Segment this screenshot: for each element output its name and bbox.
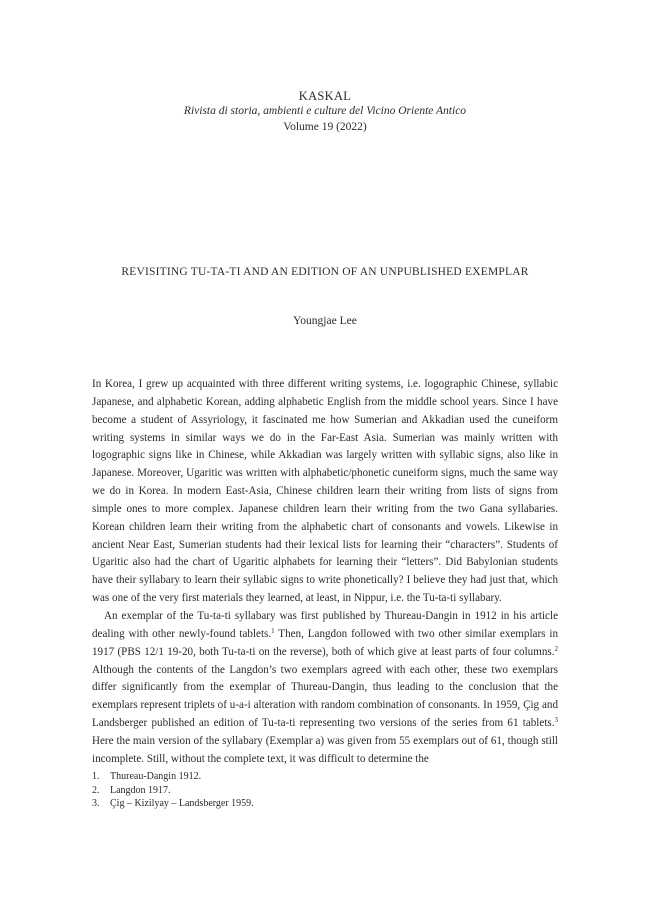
paragraph-1: In Korea, I grew up acquainted with three different writing systems, i.e. logographic Chinese, syllabic Japanese, and alphabetic Korean, adding alphabetic English from the middle school years. Since I have become a student of Assyriology, it fascinated me how Sumerian and Akkadian used the cuneiform writing systems in similar ways we do in the Far-East Asia. Sumerian was mainly written with logographic signs like in Chinese, while Akkadian was largely written with syllabic signs, also like in Japanese. Moreover, Ugaritic was written with alphabetic/phonetic cuneiform signs, much the same way we do in Korea. In modern East-Asia, Chinese children learn their writing from lists of signs from simple ones to more complex. Japanese children learn their writing from the two Gana syllabaries. Korean children learn their writing from the alphabetic chart of consonants and vowels. Likewise in ancient Near East, Sumerian students had their lexical lists for learning their “characters”. Students of Ugaritic also had the chart of Ugaritic alphabets for learning their “letters”. Did Babylonian students have their syllabary to learn their syllabic signs to write phonetically? I believe they had just that, which was one of the very first materials they learned, at least, in Nippur, i.e. the Tu-ta-ti syllabary.: [92, 378, 558, 605]
paragraph-2-text-c: Although the contents of the Langdon’s two exemplars agreed with each other, these two exemplars differ significantly from the exemplar of Thureau-Dangin, thus leading to the conclusion that the exemplars represent triplets of u-a-i alteration with random combination of consonants. In 1959, Çig and Landsberger published an edition of Tu-ta-ti representing two versions of the series from 61 tablets.: [92, 663, 558, 730]
footnotes: [92, 770, 558, 811]
journal-volume: Volume 19 (2022): [283, 121, 367, 133]
journal-subtitle: Rivista di storia, ambienti e culture del Vicino Oriente Antico: [183, 105, 467, 117]
footnote-text: Thureau-Dangin 1912.: [110, 771, 202, 782]
footnote-ref-3[interactable]: 3: [554, 716, 558, 725]
paragraph-2: [92, 608, 558, 769]
footnote-number: 1.: [92, 771, 100, 782]
article-author: Youngjae Lee: [293, 315, 357, 327]
footnote-ref-1[interactable]: 1: [271, 626, 275, 635]
footnote-1: [92, 770, 558, 784]
paragraph-2-text-b: Then, Langdon followed with two other similar exemplars in 1917 (PBS 12/1 19-20, both Tu-ta-ti on the reverse), both of which give at least parts of four columns.: [92, 627, 558, 658]
footnote-number: 2.: [92, 784, 100, 796]
article-title: REVISITING TU-TA-TI AND AN EDITION OF AN UNPUBLISHED EXEMPLAR: [121, 266, 529, 278]
article-body: [92, 376, 558, 769]
paragraph-2-text-a: An exemplar of the Tu-ta-ti syllabary was first published by Thureau-Dangin in 1912 in his article dealing with other newly-found tablets.: [92, 609, 558, 640]
journal-name: KASKAL: [298, 89, 352, 103]
paragraph-2-text-d: Here the main version of the syllabary (Exemplar a) was given from 55 exemplars out of 61, though still incomplete. Still, without the complete text, it was difficult to determine the: [92, 734, 558, 765]
footnote-number: 3.: [92, 798, 100, 809]
footnote-ref-2[interactable]: 2: [554, 644, 558, 653]
footnote-text: Langdon 1917.: [110, 784, 171, 796]
footnote-3: [92, 797, 558, 811]
footnote-text: Çig – Kizilyay – Landsberger 1959.: [110, 798, 254, 809]
footnote-2: [92, 784, 558, 798]
